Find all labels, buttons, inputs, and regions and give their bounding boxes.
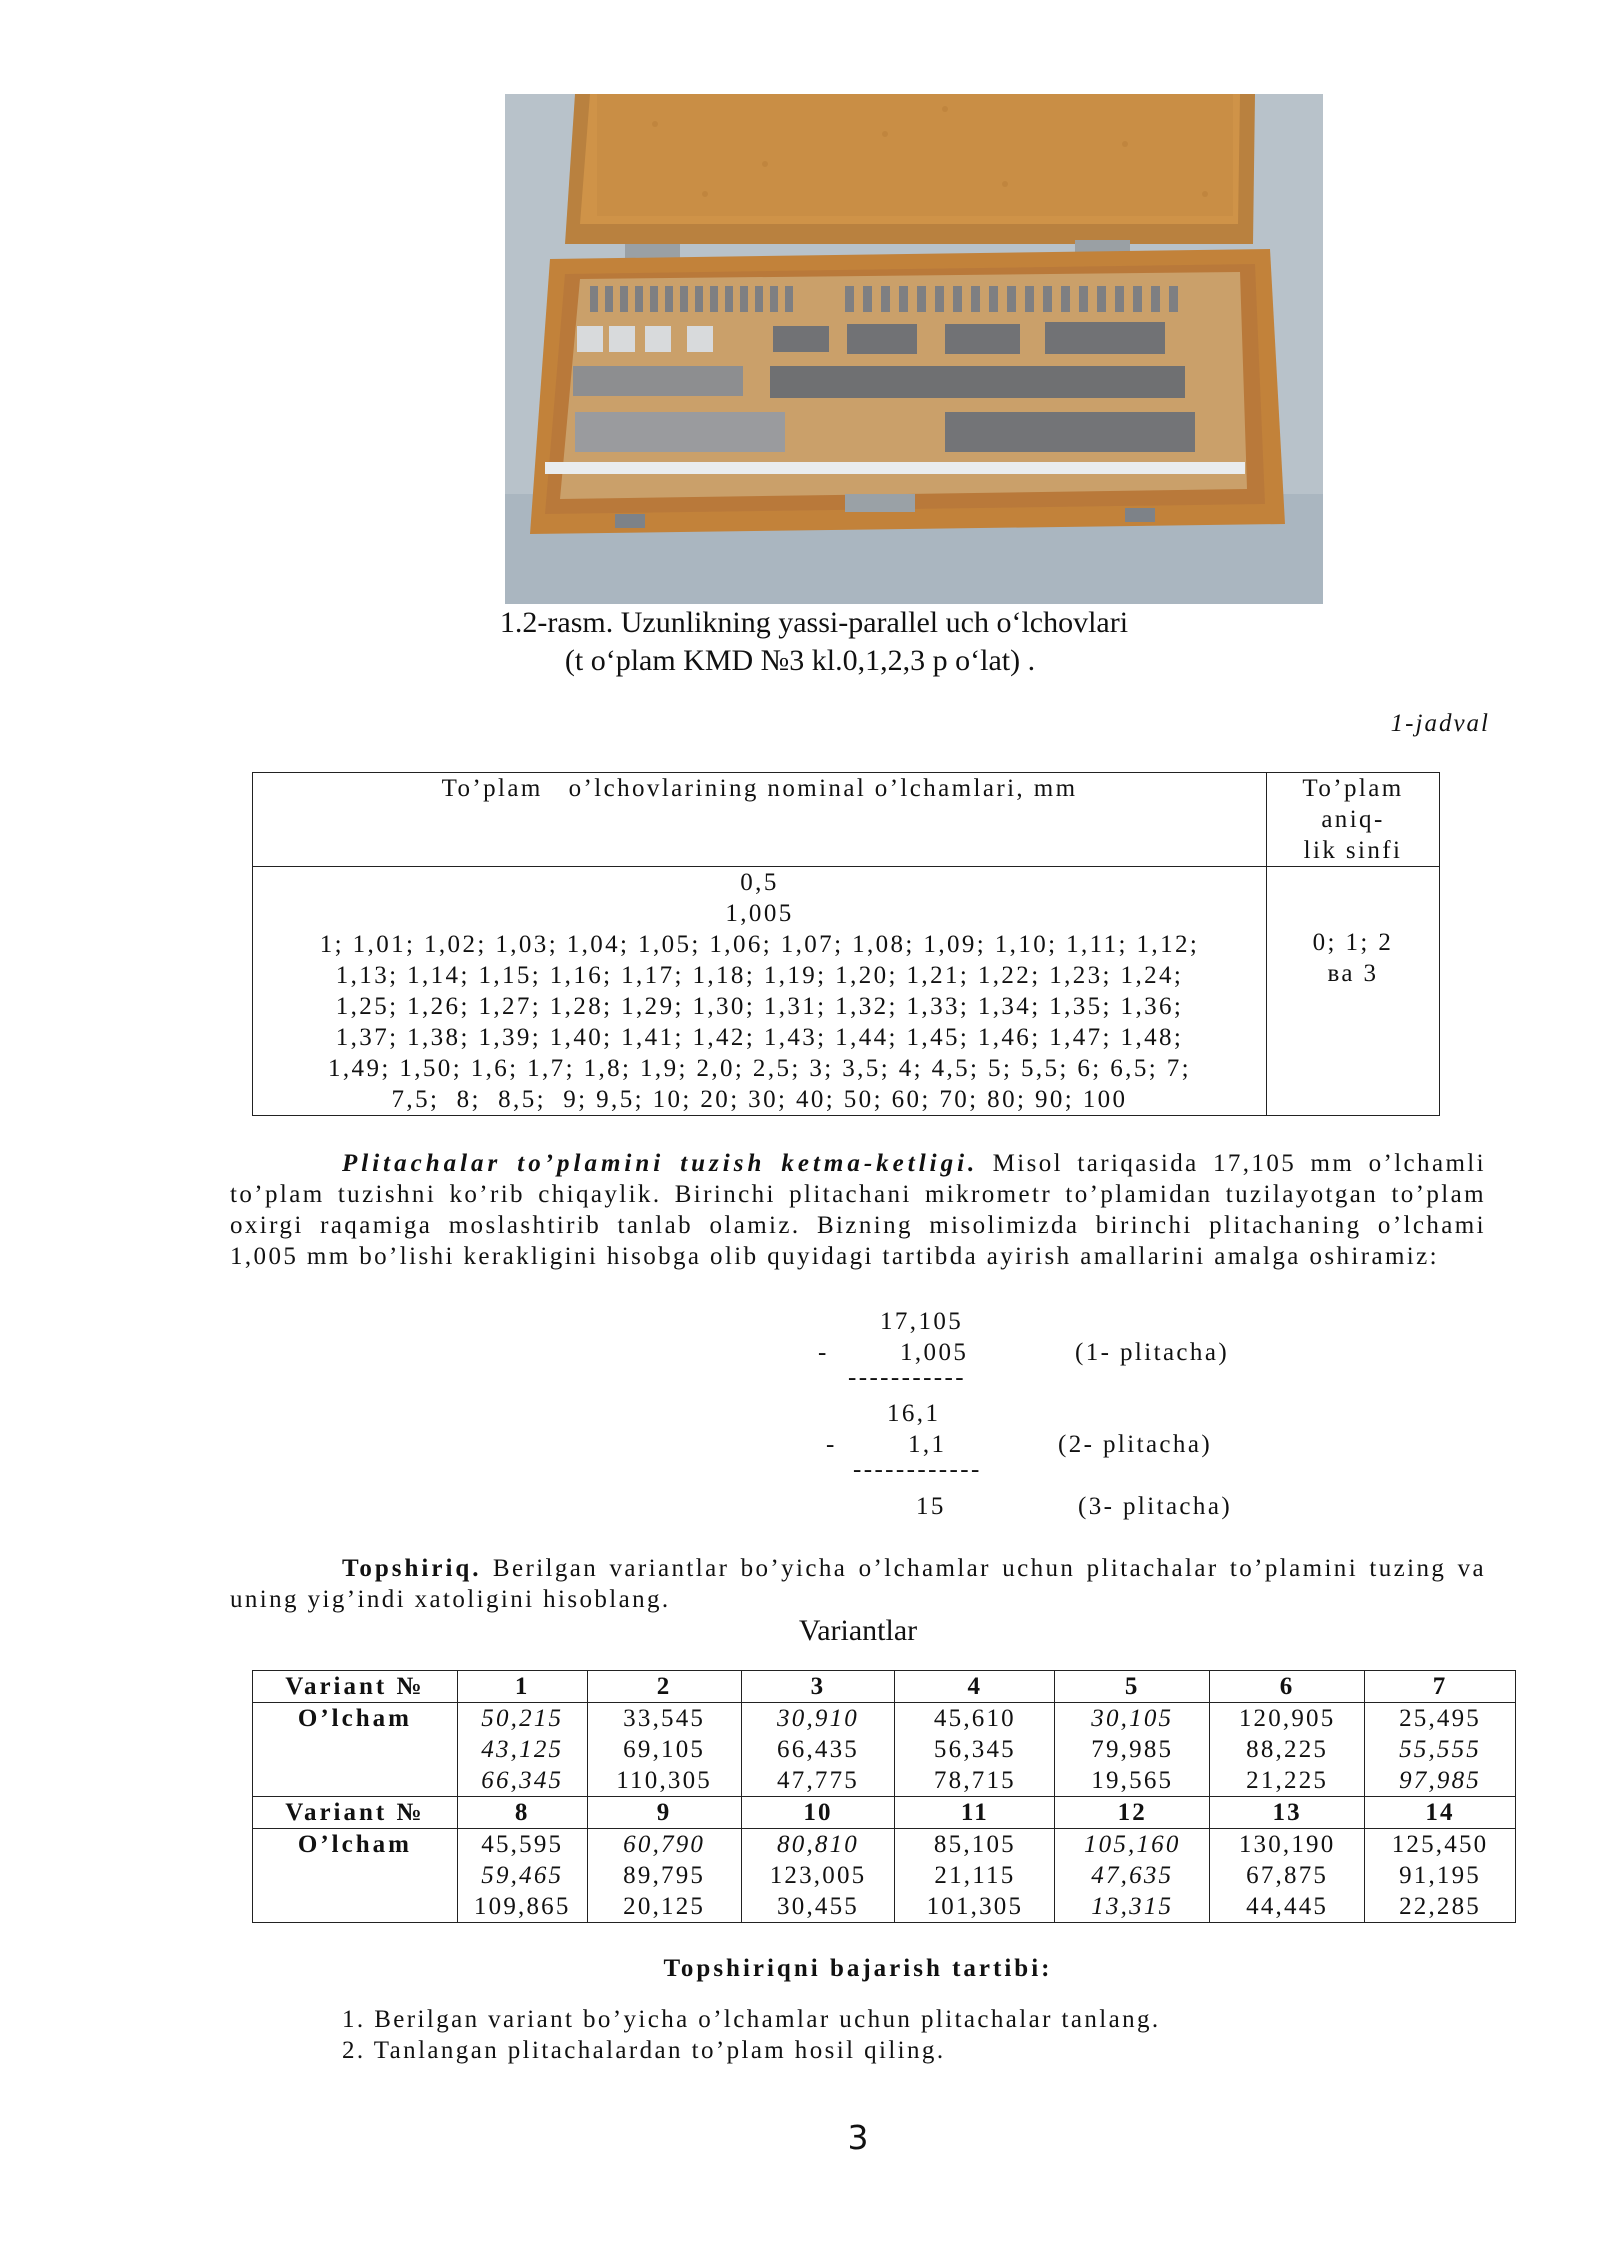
table1-header-sizes-text: To’plam o’lchovlarining nominal o’lchamlari, mm [441,775,1078,802]
variant-sizes-cell [741,1703,895,1797]
size-value: 125,450 [1391,1831,1489,1858]
size-value: 110,305 [616,1767,713,1794]
calc-note: (3- plitacha) [1078,1493,1233,1520]
calc-note: (1- plitacha) [1075,1339,1230,1366]
size-value: 85,105 [933,1831,1016,1858]
calc-start: 17,105 [880,1308,964,1335]
variants-title: Variantlar [798,1614,918,1647]
variant-number-row [253,1671,1516,1703]
calc-minus-sign: - [826,1431,837,1458]
size-value: 21,225 [1246,1767,1329,1794]
size-value: 88,225 [1246,1736,1329,1763]
variant-number: 11 [895,1797,1055,1829]
variant-number-label: Variant № [253,1671,458,1703]
calc-intermediate: 16,1 [887,1400,941,1427]
variants-table [252,1670,1516,1923]
size-value: 56,345 [933,1736,1016,1763]
table1-values-line: 1,25; 1,26; 1,27; 1,28; 1,29; 1,30; 1,31; 1,32; 1,33; 1,34; 1,35; 1,36; [335,993,1184,1020]
table1-values-line: 1,49; 1,50; 1,6; 1,7; 1,8; 1,9; 2,0; 2,5; 3; 3,5; 4; 4,5; 5; 5,5; 6; 6,5; 7; [328,1055,1191,1082]
calc-divider: ----------- [848,1364,966,1391]
size-value: 67,875 [1246,1862,1329,1889]
table1-values-line: 1; 1,01; 1,02; 1,03; 1,04; 1,05; 1,06; 1,07; 1,08; 1,09; 1,10; 1,11; 1,12; [319,931,1200,958]
size-value: 50,215 [481,1705,564,1732]
table1-header-class-line: lik sinfi [1303,837,1403,864]
size-value: 45,595 [481,1831,564,1858]
size-value: 19,565 [1091,1767,1174,1794]
variant-sizes-cell [1365,1829,1516,1923]
variant-sizes-row [253,1703,1516,1797]
table-label: 1-jadval [1390,710,1490,737]
calc-subtrahend: 1,005 [900,1339,969,1366]
gauge-block-set-photo [505,94,1323,604]
calc-divider: ------------ [853,1456,982,1483]
procedure-paragraph [230,1148,1486,1272]
variant-number: 13 [1210,1797,1365,1829]
variant-number: 14 [1365,1797,1516,1829]
steps-list [342,2004,1161,2066]
size-value: 30,910 [777,1705,859,1732]
size-value: 44,445 [1246,1893,1329,1920]
size-value: 89,795 [623,1862,706,1889]
size-value: 22,285 [1399,1893,1482,1920]
procedure-text: Misol tariqasida 17,105 mm o’lchamli to’plam tuzishni ko’rib chiqaylik. Birinchi plitachani mikrometr to’plamidan tuzilayotgan to’plam oxirgi raqamiga moslashtirib tanlab olamiz. Bizning misolimizda birinchi plitachaning o’lchami 1,005 mm bo’lishi kerakligini hisobga olib quyidagi tartibda ayirish amallarini amalga oshiramiz: [230,1150,1486,1270]
task-paragraph [230,1553,1486,1615]
variant-sizes-cell [457,1829,587,1923]
table1-values-line: 7,5; 8; 8,5; 9; 9,5; 10; 20; 30; 40; 50; 60; 70; 80; 90; 100 [391,1086,1128,1113]
variant-sizes-cell [457,1703,587,1797]
calc-minus-sign: - [818,1339,829,1366]
size-value: 43,125 [481,1736,564,1763]
calc-subtrahend: 1,1 [908,1431,947,1458]
size-value: 21,115 [934,1862,1016,1889]
variant-sizes-cell [1055,1829,1210,1923]
size-value: 33,545 [623,1705,706,1732]
size-value: 79,985 [1091,1736,1174,1763]
table1-header-class [1267,773,1440,867]
table1-header-class-line: To’plam [1302,775,1404,802]
size-value: 20,125 [623,1893,706,1920]
size-value: 66,435 [777,1736,859,1763]
size-value: 30,455 [777,1893,859,1920]
variant-number-row [253,1797,1516,1829]
size-value: 105,160 [1083,1831,1181,1858]
page-number: 3 [847,2118,869,2157]
variant-sizes-row [253,1829,1516,1923]
steps-title: Topshiriqni bajarish tartibi: [663,1955,1053,1982]
variant-sizes-cell [1210,1703,1365,1797]
table1-class-cell [1267,867,1440,1116]
size-value: 13,315 [1091,1893,1174,1920]
calc-result: 15 [916,1493,946,1520]
table1-values-cell [253,867,1267,1116]
calc-note: (2- plitacha) [1058,1431,1213,1458]
task-text: Berilgan variantlar bo’yicha o’lchamlar uchun plitachalar to’plamini tuzing va uning yig’indi xatoligini hisoblang. [230,1555,1486,1613]
size-value: 69,105 [623,1736,706,1763]
size-value: 45,610 [933,1705,1016,1732]
variant-number: 10 [741,1797,895,1829]
step-item: 1. Berilgan variant bo’yicha o’lchamlar uchun plitachalar tanlang. [342,2006,1161,2033]
variant-sizes-cell [1365,1703,1516,1797]
step-item: 2. Tanlangan plitachalardan to’plam hosil qiling. [342,2037,946,2064]
size-value: 120,905 [1238,1705,1336,1732]
table1-class-line: 0; 1; 2 [1312,929,1394,956]
variant-number: 3 [741,1671,895,1703]
size-value: 78,715 [933,1767,1016,1794]
variant-sizes-cell [1210,1829,1365,1923]
variant-number: 1 [457,1671,587,1703]
size-value: 109,865 [473,1893,571,1920]
table1-values-line: 0,5 [740,869,779,896]
variant-sizes-cell [1055,1703,1210,1797]
table1-header-sizes [253,773,1267,867]
variant-sizes-cell [587,1829,741,1923]
variant-number: 8 [457,1797,587,1829]
size-value: 123,005 [769,1862,867,1889]
variant-sizes-cell [895,1703,1055,1797]
variant-number: 9 [587,1797,741,1829]
size-value: 101,305 [926,1893,1024,1920]
size-value: 47,775 [777,1767,859,1794]
variant-number-label: Variant № [253,1797,458,1829]
nominal-sizes-table [252,772,1440,1116]
variant-number: 7 [1365,1671,1516,1703]
size-value: 55,555 [1399,1736,1482,1763]
variant-sizes-cell [741,1829,895,1923]
size-value: 97,985 [1399,1767,1482,1794]
task-heading: Topshiriq. [342,1555,482,1582]
variant-number: 5 [1055,1671,1210,1703]
size-value: 30,105 [1091,1705,1174,1732]
variant-number: 12 [1055,1797,1210,1829]
table1-values-line: 1,005 [725,900,794,927]
table1-header-class-line: aniq- [1321,806,1385,833]
size-value: 47,635 [1091,1862,1174,1889]
variant-sizes-cell [895,1829,1055,1923]
figure-caption-line1: 1.2-rasm. Uzunlikning yassi-parallel uch o‘lchovlari [499,606,1129,639]
table1-values-line: 1,13; 1,14; 1,15; 1,16; 1,17; 1,18; 1,19; 1,20; 1,21; 1,22; 1,23; 1,24; [335,962,1184,989]
size-label: O’lcham [253,1829,458,1923]
variant-number: 2 [587,1671,741,1703]
variant-number: 4 [895,1671,1055,1703]
variant-sizes-cell [587,1703,741,1797]
procedure-heading: Plitachalar to’plamini tuzish ketma-ketligi. [342,1150,979,1177]
size-value: 66,345 [481,1767,564,1794]
table1-values-line: 1,37; 1,38; 1,39; 1,40; 1,41; 1,42; 1,43; 1,44; 1,45; 1,46; 1,47; 1,48; [335,1024,1184,1051]
size-value: 60,790 [623,1831,706,1858]
figure-caption-line2: (t o‘plam KMD №3 kl.0,1,2,3 p o‘lat) . [564,644,1036,677]
size-value: 59,465 [481,1862,564,1889]
size-value: 91,195 [1399,1862,1482,1889]
variant-number: 6 [1210,1671,1365,1703]
table1-class-line: ва 3 [1327,960,1379,987]
size-value: 130,190 [1238,1831,1336,1858]
size-label: O’lcham [253,1703,458,1797]
size-value: 25,495 [1399,1705,1482,1732]
size-value: 80,810 [777,1831,859,1858]
